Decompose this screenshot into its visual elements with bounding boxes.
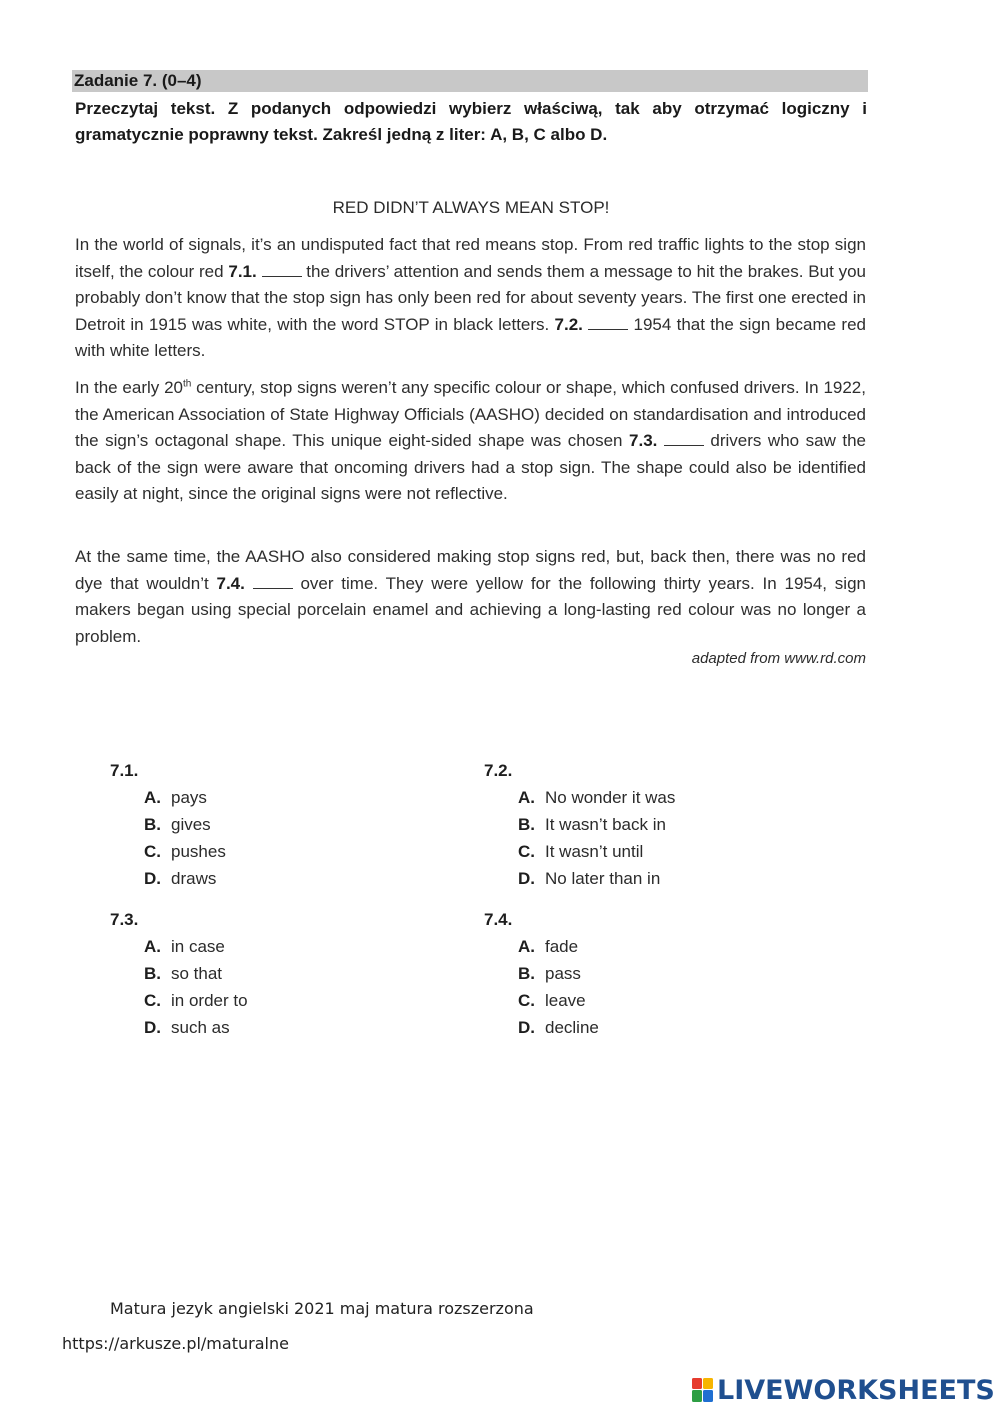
option-c[interactable]: C. leave — [518, 991, 586, 1010]
gap-label-7-4: 7.4. — [216, 573, 245, 593]
gap-label-7-1: 7.1. — [228, 261, 257, 281]
question-7-3 — [110, 910, 248, 1045]
gap-blank-7-3 — [664, 431, 704, 446]
gap-blank-7-4 — [253, 574, 293, 589]
option-a[interactable]: A. fade — [518, 937, 579, 956]
question-7-1 — [110, 761, 226, 896]
gap-label-7-2: 7.2. — [554, 314, 583, 334]
option-d[interactable]: D. such as — [144, 1018, 230, 1037]
option-b[interactable]: B. pass — [518, 964, 581, 983]
option-c[interactable]: C. It wasn’t until — [518, 842, 644, 861]
paragraph-3: At the same time, the AASHO also considered making stop signs red, but, back then, there was no red dye that wouldn’t 7.4. over time. They were yellow for the following thirty years. In 1954, sign makers began using special porcelain enamel and achieving a long-lasting red colour was no longer a problem. — [75, 547, 866, 646]
option-d[interactable]: D. draws — [144, 869, 217, 888]
task-title: Zadanie 7. (0–4) — [74, 71, 202, 90]
question-7-4 — [484, 910, 599, 1045]
liveworksheets-wordmark: LIVEWORKSHEETS — [717, 1374, 995, 1406]
option-a[interactable]: A. No wonder it was — [518, 788, 676, 807]
option-a[interactable]: A. in case — [144, 937, 225, 956]
footer-url: https://arkusze.pl/maturalne — [62, 1334, 289, 1353]
text-title: RED DIDN’T ALWAYS MEAN STOP! — [332, 198, 610, 217]
question-number: 7.2. — [484, 761, 513, 780]
question-7-2 — [484, 761, 675, 896]
option-b[interactable]: B. It wasn’t back in — [518, 815, 666, 834]
gap-label-7-3: 7.3. — [629, 431, 658, 450]
option-b[interactable]: B. so that — [144, 964, 223, 983]
option-a[interactable]: A. pays — [144, 788, 207, 807]
option-b[interactable]: B. gives — [144, 815, 211, 834]
question-number: 7.4. — [484, 910, 513, 929]
paragraph-2: In the early 20th century, stop signs weren’t any specific colour or shape, which confused drivers. In 1922, the American Association of State Highway Officials (AASHO) decided on standardisation and introduced the sign’s octagonal shape. This unique eight-sided shape was chosen 7.3. drivers who saw the back of the sign were aware that oncoming drivers had a stop sign. The shape could also be identified easily at night, since the original signs were not reflective. — [75, 378, 866, 503]
gap-blank-7-1 — [262, 262, 302, 277]
liveworksheets-brand[interactable] — [692, 1374, 995, 1406]
option-d[interactable]: D. No later than in — [518, 869, 661, 888]
footer-source-note: Matura jezyk angielski 2021 maj matura rozszerzona — [110, 1299, 534, 1318]
liveworksheets-logo-icon — [692, 1377, 714, 1403]
option-c[interactable]: C. in order to — [144, 991, 248, 1010]
text-source: adapted from www.rd.com — [691, 650, 866, 667]
task-header — [72, 70, 868, 92]
question-number: 7.1. — [110, 761, 139, 780]
paragraph-1: In the world of signals, it’s an undisputed fact that red means stop. From red traffic lights to the stop sign itself, the colour red 7.1. the drivers’ attention and sends them a message to hit the brakes. But you probably don’t know that the stop sign has only been red for about seventy years. The first one erected in Detroit in 1915 was white, with the word STOP in black letters. 7.2. 1954 that the sign became red with white letters. — [75, 235, 866, 360]
gap-blank-7-2 — [588, 315, 628, 330]
question-number: 7.3. — [110, 910, 139, 929]
option-c[interactable]: C. pushes — [144, 842, 226, 861]
option-d[interactable]: D. decline — [518, 1018, 599, 1037]
task-instruction: Przeczytaj tekst. Z podanych odpowiedzi wybierz właściwą, tak aby otrzymać logiczny i gramatycznie poprawny tekst. Zakreśl jedną z liter: A, B, C albo D. — [75, 99, 867, 144]
